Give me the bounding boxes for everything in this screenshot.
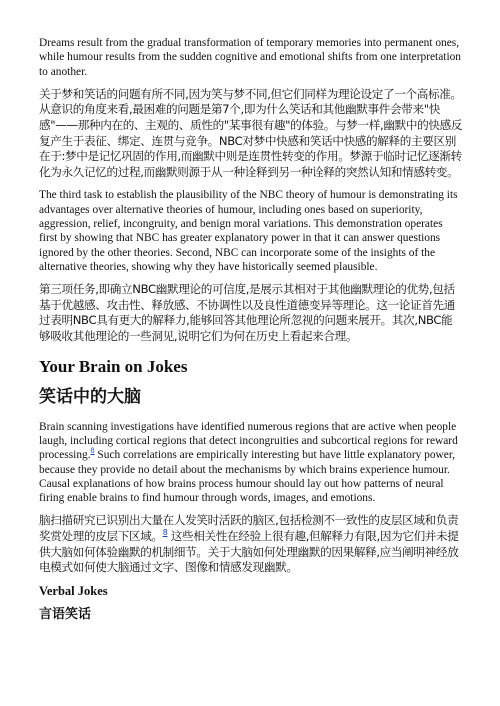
- heading-your-brain-on-jokes-zh: 笑话中的大脑: [39, 386, 141, 407]
- document-page: [39, 36, 463, 623]
- paragraph-brain-scanning-en: [39, 420, 463, 506]
- heading-verbal-jokes: Verbal Jokes: [39, 583, 108, 598]
- paragraph-dreams-zh: 关于梦和笑话的问题有所不同,因为笑与梦不同,但它们同样为理论设定了一个高标准。从意识的角度来看,最困难的问题是第7个,即为什么笑话和其他幽默事件会带来"快感"——那种内在的、主观的、质性的"某事很有趣"的体验。与梦一样,幽默中的快感反复产生于表征、绑定、连贯与竞争。NBC对梦中快感和笑话中快感的解释的主要区别在于:梦中是记忆巩固的作用,而幽默中则是连贯性转变的作用。梦源于临时记忆逐渐转化为永久记忆的过程,而幽默则源于从一种诠释到另一种诠释的突然认知和情感转变。: [39, 86, 463, 179]
- paragraph-brain-scanning-en-part2: Such correlations are empirically interesting but have little explanatory power, because they provide no detail about the mechanisms by which brains experience humour. Causal explanations of how brains process humour should lay out how patterns of neural firing enable brains to find humour through words, images, and emotions.: [39, 449, 456, 505]
- paragraph-brain-scanning-zh: [39, 513, 463, 575]
- heading-verbal-jokes-zh: 言语笑话: [39, 606, 92, 622]
- paragraph-brain-scanning-zh-part2: 这些相关性在经验上很有趣,但解释力有限,因为它们并未提供大脑如何体验幽默的机制细节。关于大脑如何处理幽默的因果解释,应当阐明神经放电模式如何使大脑通过文字、图像和情感发现幽默。: [39, 528, 459, 575]
- paragraph-third-task-en: The third task to establish the plausibility of the NBC theory of humour is demonstrating its advantages over alternative theories of humour, including ones based on superiority, aggression, relief, incongruity, and benign moral variations. This demonstration operates first by showing that NBC has greater explanatory power in that it can answer questions ignored by the other theories. Second, NBC can incorporate some of the insights of the alternative theories, showing why they have historically seemed plausible.: [39, 189, 458, 273]
- paragraph-brain-scanning-en-part1: Brain scanning investigations have identified numerous regions that are active when people laugh, including cortical regions that detect incongruities and subcortical regions for reward processing.: [39, 420, 458, 462]
- footnote-8-link[interactable]: 8: [90, 446, 95, 456]
- paragraph-dreams-en: Dreams result from the gradual transformation of temporary memories into permanent ones, while humour results from the sudden cognitive and emotional shifts from one interpretation to another.: [39, 37, 461, 78]
- paragraph-brain-scanning-zh-part1: 脑扫描研究已识别出大量在人发笑时活跃的脑区,包括检测不一致性的皮层区域和负责奖赏处理的皮层下区域。: [39, 513, 459, 543]
- footnote-8-link-zh[interactable]: 8: [162, 528, 168, 538]
- heading-your-brain-on-jokes: Your Brain on Jokes: [39, 356, 188, 376]
- paragraph-third-task-zh: 第三项任务,即确立NBC幽默理论的可信度,是展示其相对于其他幽默理论的优势,包括基于优越感、攻击性、释放感、不协调性以及良性道德变异等理论。这一论证首先通过表明NBC具有更大的解释力,能够回答其他理论所忽视的问题来展开。其次,NBC能够吸收其他理论的一些洞见,说明它们为何在历史上看起来合理。: [39, 282, 456, 344]
